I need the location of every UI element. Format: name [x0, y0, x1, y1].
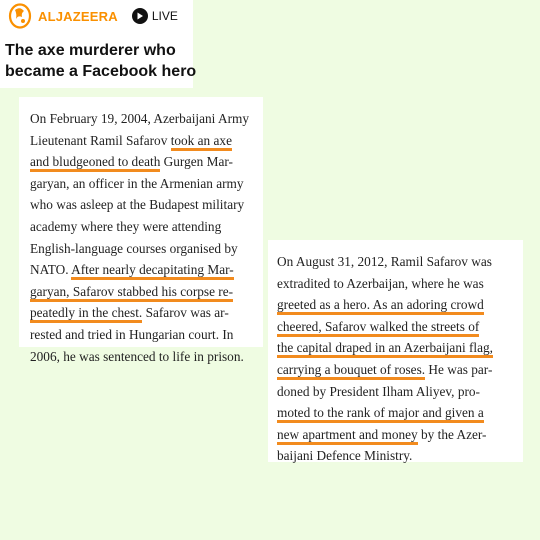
text-segment: Lieutenant Ramil Safarov: [30, 132, 171, 148]
text-segment: Gurgen Mar-: [160, 154, 233, 170]
text-segment: On August 31, 2012, Ramil Safarov was: [277, 254, 492, 269]
text-line: [30, 194, 249, 216]
aljazeera-logo-icon[interactable]: [8, 3, 32, 29]
text-line: [30, 108, 249, 130]
text-line: [30, 238, 249, 260]
card-text: [30, 108, 249, 367]
highlighted-phrase: moted to the rank of major and given a: [277, 405, 484, 423]
headline-line: became a Facebook hero: [5, 63, 197, 80]
text-line: [277, 294, 493, 316]
text-line: [277, 337, 493, 359]
text-segment: garyan, an officer in the Armenian army: [30, 175, 244, 191]
text-segment: baijani Defence Ministry.: [277, 448, 413, 464]
text-segment: On February 19, 2004, Azerbaijani Army: [30, 111, 249, 126]
live-button[interactable]: [132, 8, 178, 24]
text-segment: NATO.: [30, 262, 72, 278]
text-line: [277, 381, 493, 403]
highlighted-phrase: cheered, Safarov walked the streets of: [277, 319, 479, 337]
text-line: [30, 151, 249, 173]
text-line: [277, 424, 493, 446]
text-line: [30, 302, 249, 324]
highlighted-phrase: the capital draped in an Azerbaijani flag,: [277, 340, 493, 358]
live-label: LIVE: [151, 9, 178, 23]
highlighted-phrase: carrying a bouquet of roses.: [277, 362, 425, 380]
highlighted-phrase: new apartment and money: [277, 427, 418, 445]
text-line: [30, 173, 249, 195]
text-line: [30, 281, 249, 303]
text-line: [277, 273, 493, 295]
header-card: [0, 0, 197, 88]
text-segment: English-language courses organised by: [30, 240, 238, 256]
play-icon: [132, 8, 148, 24]
text-segment: academy where they were attending: [30, 218, 222, 234]
text-segment: 2006, he was sentenced to life in prison.: [30, 348, 244, 364]
text-line: [30, 346, 249, 368]
text-line: [277, 402, 493, 424]
text-segment: by the Azer-: [417, 426, 487, 442]
text-segment: rested and tried in Hungarian court. In: [30, 326, 234, 342]
text-line: [30, 130, 249, 152]
highlighted-phrase: greeted as a hero. As an adoring crowd: [277, 297, 484, 315]
text-card-2004: [19, 97, 263, 364]
text-line: [277, 251, 493, 273]
highlighted-phrase: took an axe: [171, 133, 232, 151]
text-line: [30, 259, 249, 281]
highlighted-phrase: and bludgeoned to death: [30, 154, 160, 172]
text-segment: doned by President Ilham Aliyev, pro-: [277, 383, 480, 399]
text-line: [277, 445, 493, 467]
brand-bar: [8, 2, 193, 30]
highlighted-phrase: peatedly in the chest.: [30, 305, 142, 323]
text-segment: who was asleep at the Budapest military: [30, 197, 245, 213]
text-card-2012: [268, 240, 523, 462]
highlighted-phrase: After nearly decapitating Mar-: [71, 262, 234, 280]
text-segment: Safarov was ar-: [142, 305, 229, 321]
text-segment: He was par-: [425, 361, 493, 377]
highlighted-phrase: garyan, Safarov stabbed his corpse re-: [30, 284, 233, 302]
text-line: [30, 324, 249, 346]
card-text: [277, 251, 493, 467]
text-line: [30, 216, 249, 238]
headline-line: The axe murderer who: [5, 42, 176, 59]
article-headline: [5, 40, 195, 82]
text-line: [277, 316, 493, 338]
brand-name[interactable]: ALJAZEERA: [38, 8, 118, 24]
text-line: [277, 359, 493, 381]
text-segment: extradited to Azerbaijan, where he was: [277, 275, 484, 291]
